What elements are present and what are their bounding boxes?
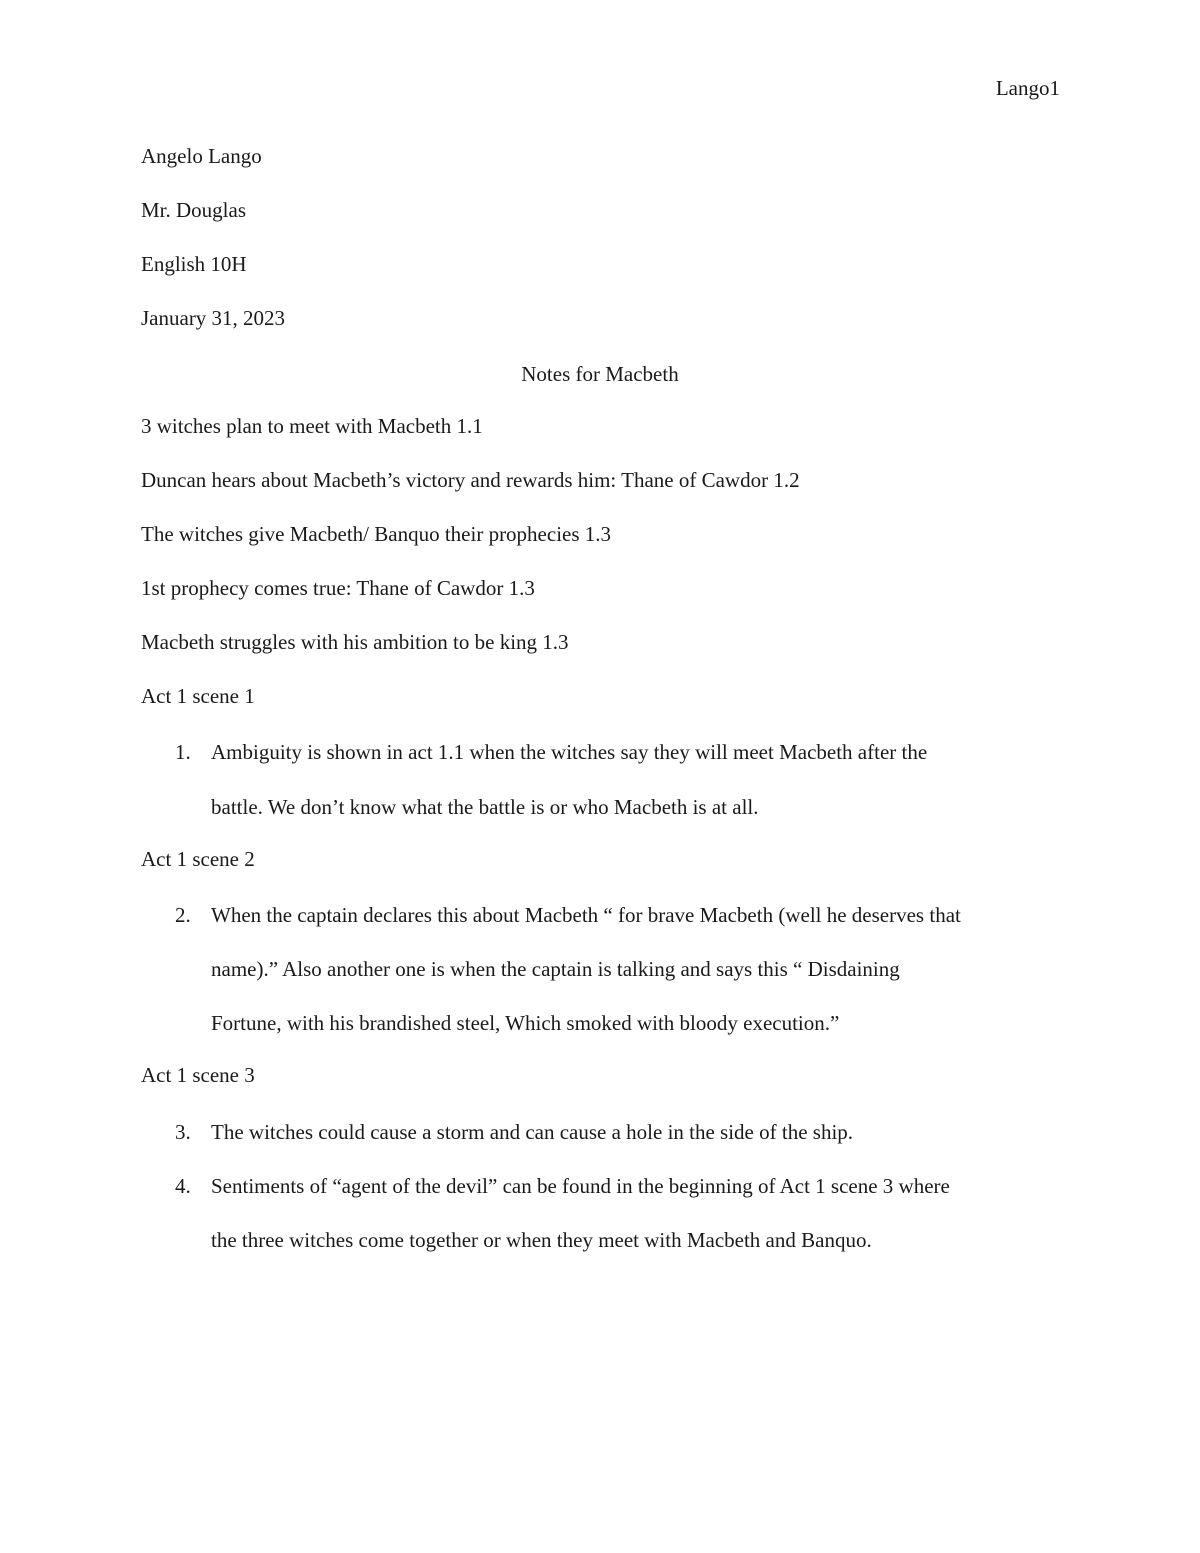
section-heading: Act 1 scene 3 [141, 1063, 255, 1087]
list-item [175, 1174, 950, 1199]
summary-line: 3 witches plan to meet with Macbeth 1.1 [141, 414, 483, 438]
summary-line: Macbeth struggles with his ambition to be king 1.3 [141, 630, 569, 654]
list-item-number: 4. [175, 1174, 191, 1198]
list-item-text: The witches could cause a storm and can cause a hole in the side of the ship. [211, 1120, 854, 1144]
list-item [175, 903, 961, 928]
student-name: Angelo Lango [141, 144, 262, 168]
summary-line: 1st prophecy comes true: Thane of Cawdor 1.3 [141, 576, 535, 600]
summary-line: Duncan hears about Macbeth’s victory and rewards him: Thane of Cawdor 1.2 [141, 468, 800, 492]
list-item-number: 1. [175, 740, 191, 764]
teacher-name: Mr. Douglas [141, 198, 246, 222]
section-heading: Act 1 scene 1 [141, 684, 255, 708]
list-item-continuation: name).” Also another one is when the captain is talking and says this “ Disdaining [211, 957, 900, 981]
section-heading: Act 1 scene 2 [141, 847, 255, 871]
summary-line: The witches give Macbeth/ Banquo their prophecies 1.3 [141, 522, 612, 546]
list-item-text: Sentiments of “agent of the devil” can be found in the beginning of Act 1 scene 3 where [211, 1174, 950, 1198]
list-item [175, 740, 927, 765]
list-item-continuation: the three witches come together or when they meet with Macbeth and Banquo. [211, 1228, 872, 1252]
document-title: Notes for Macbeth [521, 362, 679, 386]
page-header-label: Lango1 [995, 76, 1060, 100]
list-item-text: When the captain declares this about Macbeth “ for brave Macbeth (well he deserves that [211, 903, 961, 927]
list-item-number: 3. [175, 1120, 191, 1144]
list-item-continuation: Fortune, with his brandished steel, Which smoked with bloody execution.” [211, 1011, 840, 1035]
list-item-number: 2. [175, 903, 191, 927]
date: January 31, 2023 [141, 306, 286, 330]
list-item-text: Ambiguity is shown in act 1.1 when the witches say they will meet Macbeth after the [211, 740, 928, 764]
list-item-continuation: battle. We don’t know what the battle is or who Macbeth is at all. [211, 795, 759, 819]
course-name: English 10H [141, 252, 247, 276]
list-item [175, 1120, 853, 1145]
